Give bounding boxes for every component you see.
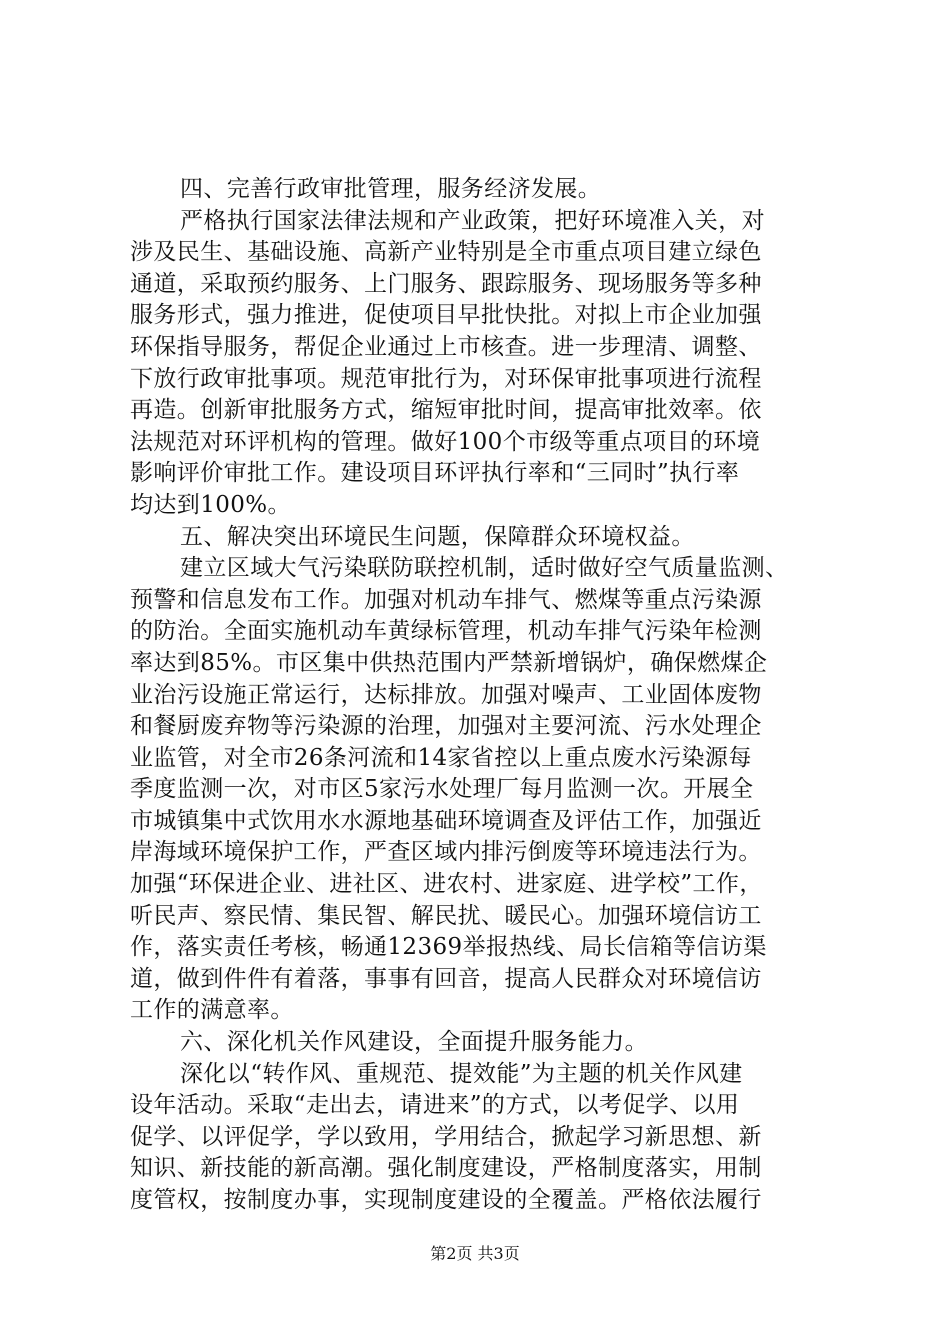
text-line: 业治污设施正常运行，达标排放。加强对噪声、工业固体废物: [130, 681, 762, 708]
text-line: 再造。创新审批服务方式，缩短审批时间，提高审批效率。依: [130, 397, 762, 424]
text-line: 知识、新技能的新高潮。强化制度建设，严格制度落实，用制: [130, 1155, 762, 1182]
text-line: 环保指导服务，帮促企业通过上市核查。进一步理清、调整、: [130, 333, 762, 360]
text-line: 设年活动。采取“走出去，请进来”的方式，以考促学、以用: [130, 1092, 740, 1119]
text-line: 深化以“转作风、重规范、提效能”为主题的机关作风建: [180, 1060, 743, 1087]
text-line: 下放行政审批事项。规范审批行为，对环保审批事项进行流程: [130, 365, 762, 392]
text-line: 作，落实责任考核，畅通12369举报热线、局长信箱等信访渠: [130, 934, 767, 961]
text-line: 六、深化机关作风建设，全面提升服务能力。: [180, 1029, 648, 1056]
page-footer: 第2页 共3页: [430, 1244, 520, 1263]
text-line: 促学、以评促学，学以致用，学用结合，掀起学习新思想、新: [130, 1123, 762, 1150]
document-body: [130, 174, 830, 1217]
text-line: 听民声、察民情、集民智、解民扰、暖民心。加强环境信访工: [130, 902, 762, 929]
text-line: 严格执行国家法律法规和产业政策，把好环境准入关，对: [180, 207, 765, 234]
text-line: 服务形式，强力推进，促使项目早批快批。对拟上市企业加强: [130, 302, 762, 329]
text-line: 建立区域大气污染联防联控机制，适时做好空气质量监测、: [180, 555, 789, 582]
text-line: 五、解决突出环境民生问题，保障群众环境权益。: [180, 523, 695, 550]
text-line: 影响评价审批工作。建设项目环评执行率和“三同时”执行率: [130, 460, 740, 487]
text-line: 和餐厨废弃物等污染源的治理，加强对主要河流、污水处理企: [130, 713, 762, 740]
text-line: 涉及民生、基础设施、高新产业特别是全市重点项目建立绿色: [130, 239, 762, 266]
text-line: 市城镇集中式饮用水水源地基础环境调查及评估工作，加强近: [130, 807, 762, 834]
text-line: 预警和信息发布工作。加强对机动车排气、燃煤等重点污染源: [130, 586, 762, 613]
text-line: 的防治。全面实施机动车黄绿标管理，机动车排气污染年检测: [130, 618, 762, 645]
text-line: 季度监测一次，对市区5家污水处理厂每月监测一次。开展全: [130, 776, 754, 803]
text-line: 四、完善行政审批管理，服务经济发展。: [180, 176, 602, 202]
text-line: 岸海域环境保护工作，严查区域内排污倒废等环境违法行为。: [130, 839, 762, 866]
text-line: 道，做到件件有着落，事事有回音，提高人民群众对环境信访: [130, 965, 762, 992]
text-line: 率达到85%。市区集中供热范围内严禁新增锅炉，确保燃煤企: [130, 649, 768, 676]
text-line: 均达到100%。: [130, 491, 291, 518]
text-line: 通道，采取预约服务、上门服务、跟踪服务、现场服务等多种: [130, 270, 762, 297]
text-line: 业监管，对全市26条河流和14家省控以上重点废水污染源每: [130, 744, 752, 771]
text-line: 法规范对环评机构的管理。做好100个市级等重点项目的环境: [130, 428, 761, 455]
text-line: 工作的满意率。: [130, 997, 294, 1024]
text-line: 加强“环保进企业、进社区、进农村、进家庭、进学校”工作，: [130, 871, 763, 898]
text-line: 度管权，按制度办事，实现制度建设的全覆盖。严格依法履行: [130, 1187, 762, 1213]
